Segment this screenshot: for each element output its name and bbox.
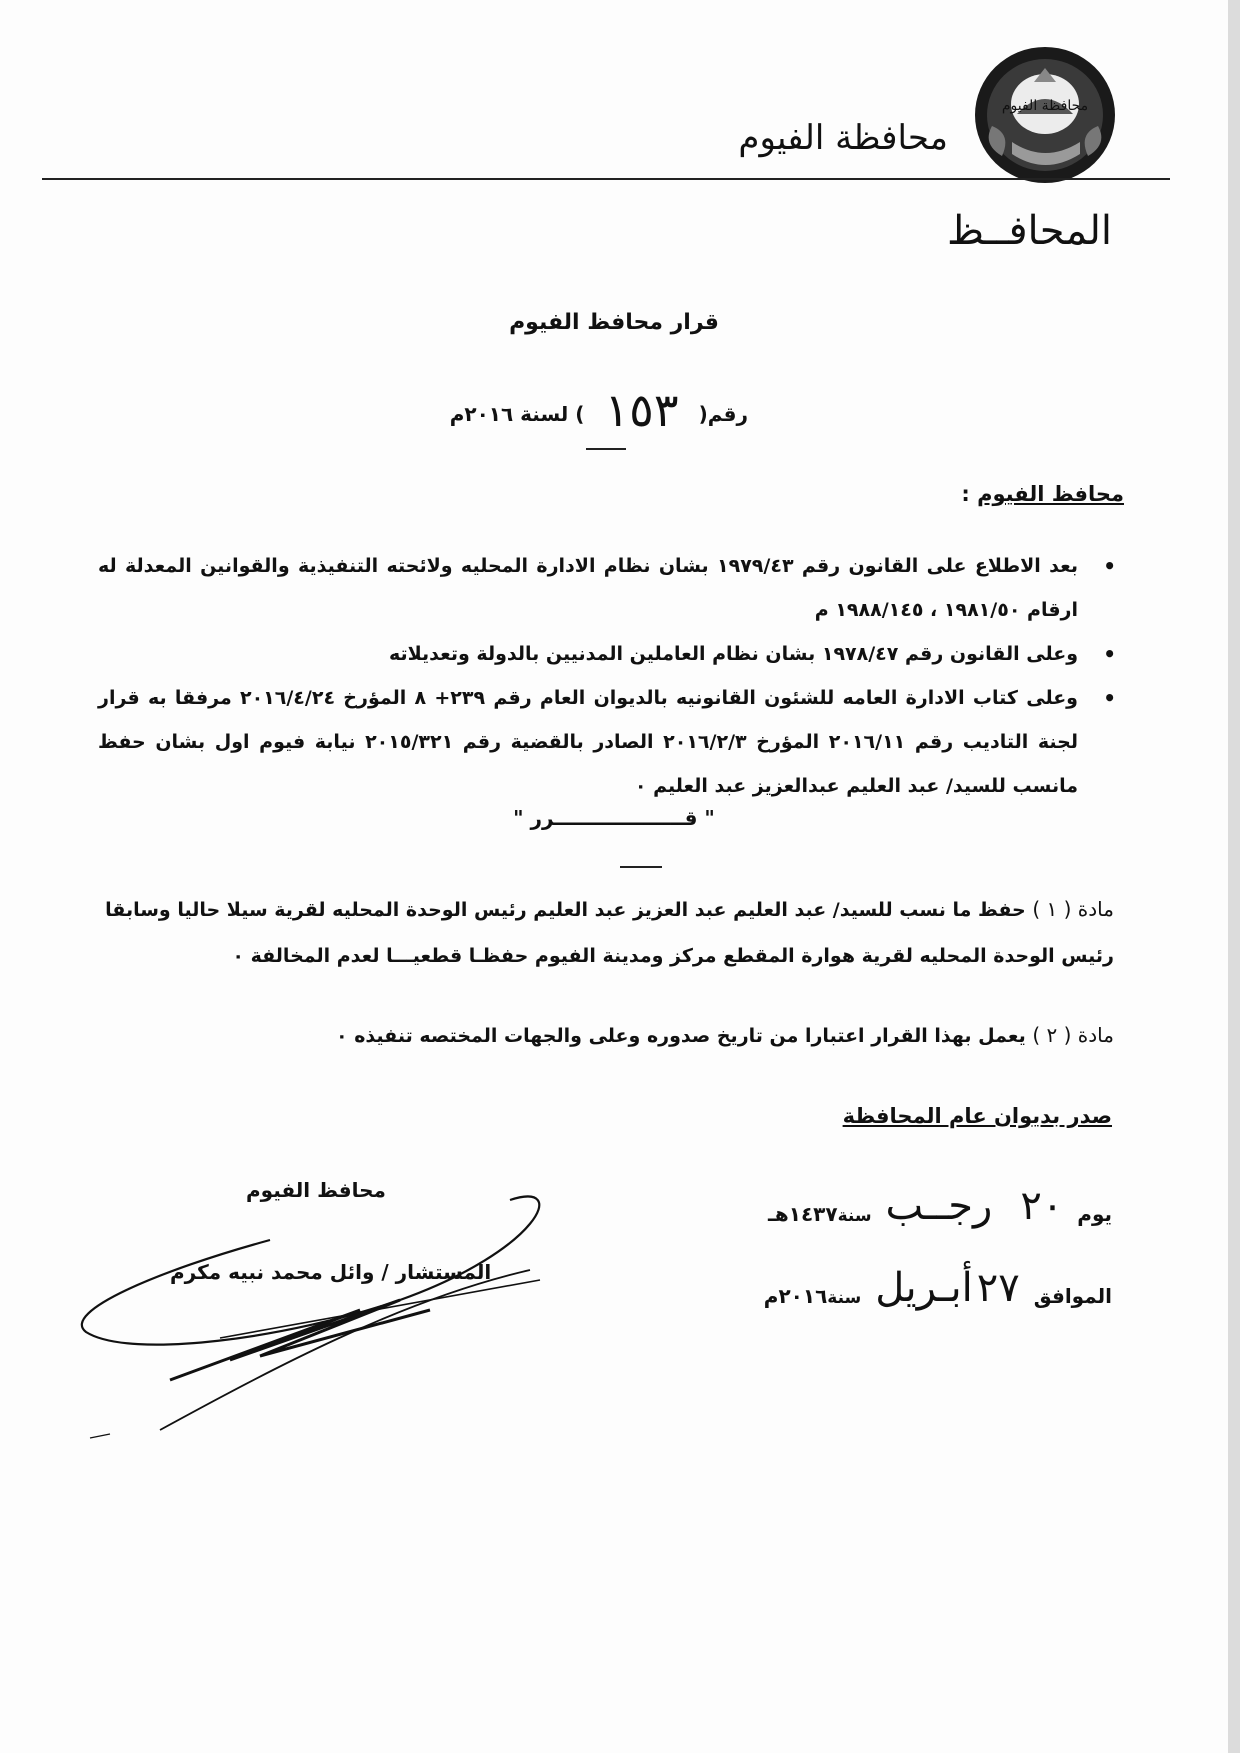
preamble-item: • وعلى كتاب الادارة العامه للشئون القانونيه بالديوان العام رقم ٢٣٩+ ٨ المؤرخ ٢٠١٦/٤/٢٤ مرفقا به قرار لجنة التاديب رقم ٢٠١٦/١١ المؤرخ ٢٠١٦/٢/٣ الصادر بالقضية رقم ٢٠١٥/٣٢١ نيابة فيوم اول بشان حفظ مانسب للسيد/ عبد العليم عبدالعزيز عبد العليم ٠	[98, 676, 1078, 808]
article-text: حفظ ما نسب للسيد/ عبد العليم عبد العزيز عبد العليم رئيس الوحدة المحليه لقرية سيلا حاليا وسابقا رئيس الوحدة المحليه لقرية هوارة المقطع مركز ومدينة الفيوم حفظـا قطعيـــا لعدم المخالفة ٠	[105, 899, 1114, 967]
issued-at: صدر بديوان عام المحافظة	[842, 1104, 1112, 1128]
decree-year: ) لسنة ٢٠١٦م	[449, 402, 585, 426]
hijri-year-value: ١٤٣٧هـ	[768, 1202, 838, 1226]
decree-number-line	[449, 383, 748, 437]
article-1	[100, 886, 1114, 979]
decree-title: قرار محافظ الفيوم	[509, 310, 719, 335]
article-number: مادة ( ٢ )	[1032, 1023, 1114, 1047]
svg-text:محافظة الفيوم: محافظة الفيوم	[1001, 98, 1089, 114]
office-title: المحافــظ	[947, 208, 1112, 254]
signatory-name: المستشار / وائل محمد نبيه مكرم	[170, 1260, 492, 1284]
title-divider	[586, 448, 626, 450]
gregorian-day-value: ٢٧	[976, 1265, 1020, 1311]
governorate-seal-logo	[972, 44, 1118, 186]
header-divider	[42, 178, 1170, 180]
handwritten-signature	[70, 1160, 590, 1450]
governorate-name: محافظة الفيوم	[738, 118, 948, 158]
preamble-item: • وعلى القانون رقم ١٩٧٨/٤٧ بشان نظام العاملين المدنيين بالدولة وتعديلاته	[98, 632, 1078, 676]
preamble-item: • بعد الاطلاع على القانون رقم ١٩٧٩/٤٣ بشان نظام الادارة المحليه ولائحته التنفيذية والقوانين المعدلة له ارقام ١٩٨١/٥٠ ، ١٩٨٨/١٤٥ م	[98, 544, 1078, 632]
gregorian-year-value: ٢٠١٦م	[763, 1284, 828, 1308]
gregorian-label: الموافق	[1033, 1284, 1112, 1308]
hijri-day-value: ٢٠	[1020, 1183, 1064, 1229]
hijri-year-label: سنة	[837, 1206, 872, 1226]
decision-divider	[620, 866, 662, 868]
preamble-heading-colon: :	[961, 482, 970, 506]
hijri-day-label: يوم	[1077, 1202, 1112, 1226]
article-2	[100, 1012, 1114, 1059]
gregorian-month-value: أبـريل	[875, 1265, 973, 1311]
gregorian-date	[763, 1265, 1112, 1311]
article-number: مادة ( ١ )	[1032, 897, 1114, 921]
article-text: يعمل بهذا القرار اعتبارا من تاريخ صدوره وعلى والجهات المختصه تنفيذه ٠	[335, 1025, 1026, 1047]
gregorian-year-label: سنة	[827, 1288, 862, 1308]
hijri-date	[768, 1183, 1112, 1229]
decree-number-value: ١٥٣	[604, 383, 679, 437]
hijri-month-value: رجــب	[885, 1183, 993, 1229]
preamble-heading-text: محافظ الفيوم	[977, 482, 1124, 506]
preamble-list	[98, 544, 1078, 808]
preamble-heading	[961, 482, 1124, 506]
signatory-title: محافظ الفيوم	[246, 1178, 386, 1202]
decision-heading: " قـــــــــــــــــــرر "	[513, 806, 715, 830]
decree-number-label: رقم(	[698, 402, 748, 426]
